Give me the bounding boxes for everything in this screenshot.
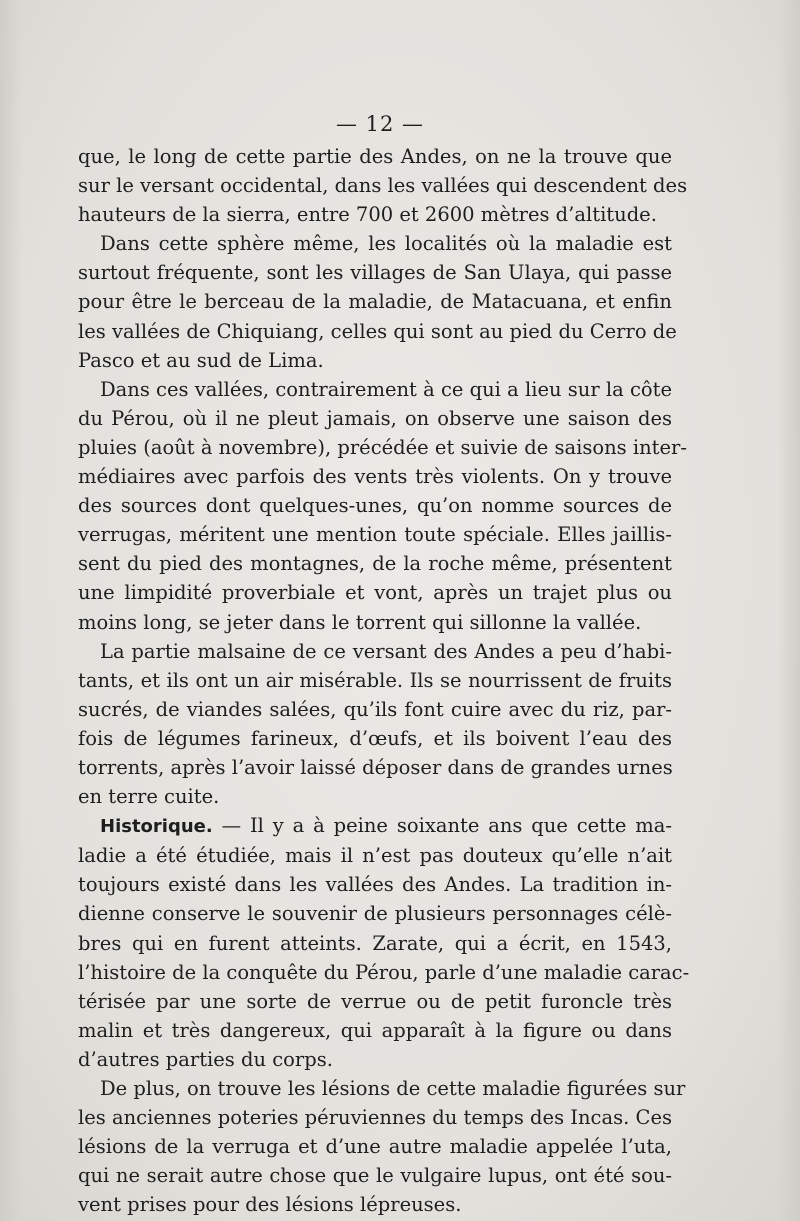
section-heading: Historique.: [100, 816, 213, 838]
text-line: Pasco et au sud de Lima.: [78, 348, 324, 372]
text-line: les vallées de Chiquiang, celles qui sont au pied du Cerro de: [78, 319, 677, 343]
page-number: — 12 —: [335, 112, 425, 136]
paragraph-6: [78, 1074, 686, 1219]
text-line: que, le long de cette partie des Andes, on ne la trouve que: [78, 145, 672, 168]
text-line: les anciennes poteries péruviennes du temps des Incas. Ces: [78, 1106, 672, 1130]
text-line: moins long, se jeter dans le torrent qui sillonne la vallée.: [78, 610, 642, 634]
text-line: d’autres parties du corps.: [78, 1047, 333, 1071]
text-line: torrents, après l’avoir laissé déposer dans de grandes urnes: [78, 755, 673, 779]
text-line: ladie a été étudiée, mais il n’est pas douteux qu’elle n’ait: [78, 844, 672, 868]
paragraph-1: [78, 142, 688, 229]
text-line: pluies (août à novembre), précédée et suivie de saisons inter-: [78, 435, 687, 459]
text-line: l’histoire de la conquête du Pérou, parle d’une maladie carac-: [78, 960, 690, 984]
text-line: Dans cette sphère même, les localités où la maladie est: [100, 232, 672, 256]
text-line: dienne conserve le souvenir de plusieurs personnages célè-: [78, 902, 672, 926]
text-line: malin et très dangereux, qui apparaît à la figure ou dans: [78, 1018, 672, 1042]
text-line: sent du pied des montagnes, de la roche même, présentent: [78, 552, 672, 576]
text-line: Dans ces vallées, contrairement à ce qui a lieu sur la côte: [100, 377, 672, 401]
text-line: tants, et ils ont un air misérable. Ils se nourrissent de fruits: [78, 668, 672, 692]
text-line: fois de légumes farineux, d’œufs, et ils boivent l’eau des: [78, 726, 672, 750]
text-line-tail: — Il y a à peine soixante ans que cette ma-: [212, 814, 672, 838]
text-line: bres qui en furent atteints. Zarate, qui a écrit, en 1543,: [78, 931, 672, 955]
text-line: toujours existé dans les vallées des Andes. La tradition in-: [78, 873, 672, 897]
body-text: [78, 142, 690, 1219]
text-line: des sources dont quelques-unes, qu’on nomme sources de: [78, 494, 672, 518]
text-line: [78, 811, 672, 841]
text-line: du Pérou, où il ne pleut jamais, on observe une saison des: [78, 406, 672, 430]
paragraph-4: [78, 637, 672, 812]
paragraph-2: [78, 229, 677, 374]
text-line: lésions de la verruga et d’une autre maladie appelée l’uta,: [78, 1135, 672, 1159]
text-line: pour être le berceau de la maladie, de Matacuana, et enfin: [78, 290, 672, 314]
text-line: La partie malsaine de ce versant des Andes a peu d’habi-: [100, 639, 672, 663]
text-line: térisée par une sorte de verrue ou de petit furoncle très: [78, 989, 672, 1013]
paragraph-5: [78, 811, 690, 1074]
text-line: hauteurs de la sierra, entre 700 et 2600 mètres d’altitude.: [78, 203, 657, 227]
text-line: vent prises pour des lésions lépreuses.: [78, 1193, 462, 1217]
text-line: en terre cuite.: [78, 785, 220, 809]
text-line: surtout fréquente, sont les villages de San Ulaya, qui passe: [78, 261, 672, 285]
text-line: sucrés, de viandes salées, qu’ils font cuire avec du riz, par-: [78, 697, 672, 721]
text-line: qui ne serait autre chose que le vulgaire lupus, ont été sou-: [78, 1164, 672, 1188]
text-line: verrugas, méritent une mention toute spéciale. Elles jaillis-: [78, 523, 672, 547]
text-line: De plus, on trouve les lésions de cette maladie figurées sur: [100, 1077, 686, 1100]
paragraph-3: [78, 375, 687, 637]
page-edge-shadow-right: [778, 0, 800, 1221]
text-line: une limpidité proverbiale et vont, après un trajet plus ou: [78, 581, 672, 605]
text-line: sur le versant occidental, dans les vallées qui descendent des: [78, 174, 688, 198]
page-edge-shadow-left: [0, 0, 22, 1221]
text-line: médiaires avec parfois des vents très violents. On y trouve: [78, 465, 672, 489]
